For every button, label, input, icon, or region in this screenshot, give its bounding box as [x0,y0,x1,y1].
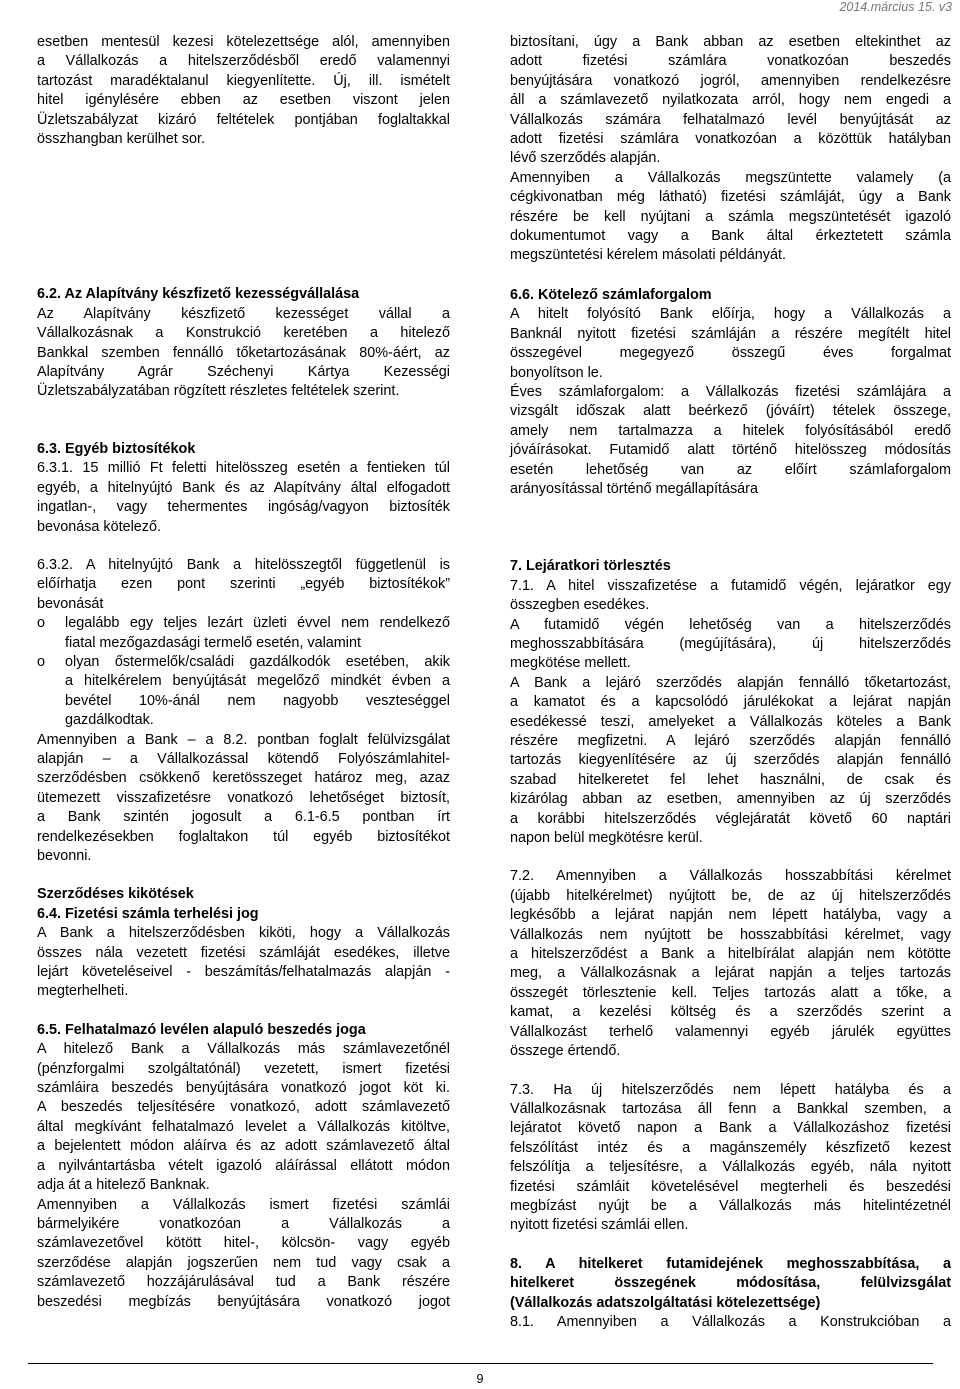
text-line: adott fizetési számlára vonatkozóan beszedés [510,53,951,70]
text-line: bonyolítson le. [510,364,603,381]
text-line: lévő szerződés alapján. [510,150,661,167]
text-line: Vállalkozásnak tartozása áll fenn a Bankkal szemben, a [510,1100,951,1117]
text-line: bármelyikére vonatkozóan a Vállalkozás a [37,1215,450,1232]
text-line: összege értendő. [510,1043,621,1060]
text-line: legkésőbb a lejárat napján nem lépett hatályba, vagy a [510,907,951,924]
text-line: 8. A hitelkeret futamidejének meghosszabbítása, a [510,1255,951,1272]
text-line: Amennyiben a Bank – a 8.2. pontban foglalt felülvizsgálat [37,731,450,748]
text-line: napon belül megkötésre kerül. [510,830,703,847]
section-6-5-p1 [37,1040,450,1195]
text-line: számlavezetővel kötött hitel-, kölcsön- vagy egyéb [37,1235,450,1252]
section-6-3-title: 6.3. Egyéb biztosítékok [37,440,196,457]
text-line: A Bank a hitelszerződésben kiköti, hogy a Vállalkozás [37,925,450,942]
text-line: 7.1. A hitel visszafizetése a futamidő végén, lejáratkor egy [510,577,951,594]
text-line: a korábbi hitelszerződés véglejáratát követő 60 naptári [510,810,951,827]
text-line: megbízást nyújt be a Vállalkozás más hitelintézetnél [510,1197,951,1214]
text-line: megterhelheti. [37,983,129,1000]
text-line: megszüntetési kérelem másolati példányát. [510,247,786,264]
text-line: meghosszabbítására (megújítására), új hitelszerződés [510,635,951,652]
text-line: fizetési számláit követelésével megterheli és beszedési [510,1178,951,1195]
text-line: ingatlan-, vagy tehermentes ingóság/vagyon biztosíték [37,499,450,516]
text-line: hitelkeret összegének módosítása, felülvizsgálat [510,1275,951,1292]
text-line: számláira beszedés benyújtására vonatkozó jogot köt ki. [37,1080,450,1097]
text-line: a nyilvántartásba vételt igazoló aláírással ellátott módon [37,1157,450,1174]
text-line: lejáratot követő napon a Bank a Vállalkozáshoz fizetési [510,1120,951,1137]
text-line: előírhatja ezen pont szerinti „egyéb biztosítékok” [37,576,450,593]
section-7-1-b [510,616,951,674]
text-line: nyitott fizetési számlái ellen. [510,1217,689,1234]
section-6-6-title: 6.6. Kötelező számlaforgalom [510,286,712,303]
text-line: cégkivonatban még látható) fizetési számláját, úgy a Bank [510,189,951,206]
text-line: által megkívánt felhatalmazó levelet a Vállalkozás kitöltve, [37,1118,450,1135]
text-line: 6.3.2. A hitelnyújtó Bank a hitelösszegtől függetlenül is [37,556,450,573]
text-line: felszólítást intéz és a magánszemély készfizető kezest [510,1139,951,1156]
text-line: beszedési megbízás benyújtására vonatkozó jogot [37,1293,450,1310]
text-line: arányosítással történő megállapítására [510,480,758,497]
text-line: gazdálkodtak. [65,712,154,729]
text-line: Üzletszabályzatában rögzített részletes feltételek szerint. [37,383,400,400]
section-7-1-c [510,674,951,849]
text-line: bevonni. [37,848,92,864]
section-6-4-title: 6.4. Fizetési számla terhelési jog [37,905,259,922]
text-line: részére megfizetni. A lejáró szerződés alapján fennálló [510,733,951,749]
text-line: a bejelentett módon aláírva és az adott számlavezető által [37,1138,450,1155]
section-6-2-title: 6.2. Az Alapítvány készfizető kezességvállalása [37,286,360,303]
section-6-4-body [37,924,450,1002]
text-line: Üzletszabályzat kizáró feltételek pontjában foglaltakkal [37,111,450,128]
section-6-5-p2 [37,1196,450,1312]
text-line: ütemezett visszafizetésre vonatkozó lehetőséget biztosít, [37,789,450,806]
section-8-title [510,1255,951,1313]
text-line: szabad hitelkeretet fel lehet használni, de csak és [510,771,951,788]
text-line: (pénzforgalmi szolgáltatónál) vezetett, ismert fizetési [37,1060,450,1077]
section-6-5-title: 6.5. Felhatalmazó levélen alapuló beszedés joga [37,1021,366,1038]
bullet-circle-icon: o [37,615,46,632]
text-line: A hitelező Bank a Vállalkozás más számlavezetőnél [37,1041,450,1058]
text-line: Alapítvány Agrár Széchenyi Kártya Kezességi [37,364,450,381]
text-line: összegét törlesztenie kell. Teljes tartozás alatt a tőke, a [510,984,951,1001]
text-line: legalább egy teljes lezárt üzleti évvel nem rendelkező [65,615,450,632]
text-line: tartozás kiegyenlítésére az új szerződés alapján fennálló [510,752,951,769]
text-line: amely nem tartalmazza a hitelek folyósításából eredő [510,422,951,439]
text-line: szerződésben csökkenő keretösszeget határoz meg, azaz [37,770,450,787]
text-line: vizsgált időszak alatt beérkező (jóváírt) tételek összege, [510,403,951,420]
text-line: rendelkezésekben foglaltakon túl egyéb biztosítékot [37,828,450,845]
left-column [37,33,450,1312]
bullet-circle-icon: o [37,653,46,670]
left-intro [37,33,450,149]
text-line: hitel igénylésére ebben az esetben viszont jelen [37,92,450,109]
text-line: meg, a Vállalkozásnak a lejárat napján a teljes tartozás [510,965,951,982]
text-line: esetén lehetőség van az előírt számlaforgalom [510,461,951,478]
text-line: Amennyiben a Vállalkozás megszüntette valamely (a [510,169,951,186]
text-line: bevonása kötelező. [37,518,162,535]
text-line: dokumentumot vagy a Bank által érkeztetett számla [510,228,951,245]
text-line: (Vállalkozás adatszolgáltatási kötelezettsége) [510,1294,821,1311]
text-line: A hitelt folyósító Bank előírja, hogy a Vállalkozás a [510,306,951,323]
szerzodeses-kikotesek-title: Szerződéses kikötések [37,886,194,903]
text-line: adja át a hitelező Banknak. [37,1177,210,1194]
text-line: esetben mentesül kezesi kötelezettsége alól, amennyiben [37,34,450,50]
text-line: bevonását [37,595,104,612]
text-line: Az Alapítvány készfizető kezességet vállal a [37,305,450,322]
text-line: kizárólag abban az esetben, amennyiben az új szerződés [510,791,951,808]
section-7-title: 7. Lejáratkori törlesztés [510,558,671,575]
text-line: 6.3.1. 15 millió Ft feletti hitelösszeg esetén a fentieken túl [37,460,450,477]
text-line: esedékessé teszi, amelyeket a Vállalkozás köteles a Bank [510,713,951,730]
section-6-3-1 [37,459,450,537]
text-line: számlavezető hozzájárulásával tud a Bank részére [37,1274,450,1291]
text-line: összegben esedékes. [510,597,650,614]
text-line: a hitelszerződést a Bank a hitelbírálat alapján nem kötötte [510,946,951,963]
text-line: Banknál nyitott fizetési számláján a részére megítélt hitel [510,325,951,342]
section-7-3 [510,1081,951,1236]
bullet-item [37,614,450,653]
text-line: jóváírásokat. Futamidő alatt történő hitelösszeg módosítás [510,442,951,459]
text-line: A futamidő végén lehetőség van a hitelszerződés [510,616,951,633]
text-line: A beszedés teljesítésére vonatkozó, adott számlavezető [37,1099,450,1116]
text-line: bevétel 10%-ánál nem nagyobb veszteséggel [65,692,450,709]
text-line: Vállalkozás számára felhatalmazó levél benyújtását az [510,111,951,128]
section-6-3-2 [37,556,450,614]
text-line: lejárt követeléseivel - beszámítás/felhatalmazás alapján - [37,964,450,981]
text-line: összhangban kerülhet sor. [37,131,206,148]
text-line: olyan őstermelők/családi gazdálkodók esetében, akik [65,653,450,670]
text-line: felszólítja a teljesítésre, a Vállalkozás egyéb, nála nyitott [510,1159,951,1176]
document-date: 2014.március 15. v3 [839,0,952,14]
text-line: összegével megegyező összegű éves forgalmat [510,345,951,362]
right-intro [510,33,951,169]
text-line: Vállalkozást terhelő valamennyi egyéb járulék együttes [510,1023,951,1040]
text-line: a hitelkérelem benyújtását megelőző mindkét évben a [65,673,450,690]
section-7-1 [510,577,951,616]
text-line: egyéb, a hitelnyújtó Bank és az Alapítvány által elfogadott [37,479,450,496]
text-line: (újabb hitelkérelmet) nyújtott be, de az új hitelszerződés [510,887,951,904]
section-6-2-body [37,305,450,402]
text-line: Amennyiben a Vállalkozás ismert fizetési számlái [37,1196,450,1213]
text-line: alapján – a Vállalkozással kötendő Folyószámlahitel- [37,750,450,767]
text-line: szerződése alapján jogszerűen nem tud vagy csak a [37,1254,450,1271]
footer-divider [28,1363,933,1364]
text-line: Éves számlaforgalom: a Vállalkozás fizetési számlájára a [510,383,951,400]
text-line: a Vállalkozás a hitelszerződésből eredő valamennyi [37,53,450,70]
text-line: a Bank szintén jogosult a 6.1-6.5 pontban írt [37,809,450,826]
text-line: Vállalkozás nem nyújtott be hosszabbítási kérelmet, vagy [510,926,951,943]
text-line: adott fizetési számlára vonatkozóan a közöttük hatályban [510,131,951,148]
text-line: fiatal mezőgazdasági termelő esetén, valamint [65,634,361,651]
text-line: Bankkal szemben fennálló tőketartozásának 80%-áért, az [37,344,450,361]
text-line: megkötése mellett. [510,655,631,672]
text-line: A Bank a lejáró szerződés alapján fennálló tőketartozást, [510,674,951,691]
text-line: biztosítani, úgy a Bank abban az esetben eltekinthet az [510,34,951,50]
section-6-6-p2 [510,383,951,499]
text-line: kamat, a kezelési költség és a szerződés szerint a [510,1004,951,1021]
section-8-1-start: 8.1. Amennyiben a Vállalkozás a Konstrukcióban a [510,1313,951,1330]
amennyiben-paragraph [37,731,450,867]
section-7-2 [510,867,951,1061]
text-line: Vállalkozásnak a Konstrukció keretében a hitelező [37,325,450,342]
text-line: tartozást maradéktalanul kiegyenlítette. Új, ill. ismételt [37,72,450,89]
text-line: benyújtására vonatkozó jogról, amennyiben rendelkezésre [510,72,951,89]
bullet-item [37,653,450,731]
right-column [510,33,951,1332]
page-number: 9 [476,1372,484,1386]
text-line: áll a számlavezető nyilatkozata arról, hogy nem engedi a [510,92,951,109]
text-line: összes nála vezetett fizetési számláját esedékes, illetve [37,944,450,961]
section-6-6-p1 [510,305,951,383]
text-line: 7.3. Ha új hitelszerződés nem lépett hatályba és a [510,1081,951,1098]
text-line: a kamatot és a kapcsolódó járulékokat a lejárat napján [510,694,951,711]
right-intro-2 [510,169,951,266]
text-line: részére be kell nyújtani a számla megszüntetését igazoló [510,208,951,225]
text-line: 7.2. Amennyiben a Vállalkozás hosszabbítási kérelmet [510,868,951,885]
